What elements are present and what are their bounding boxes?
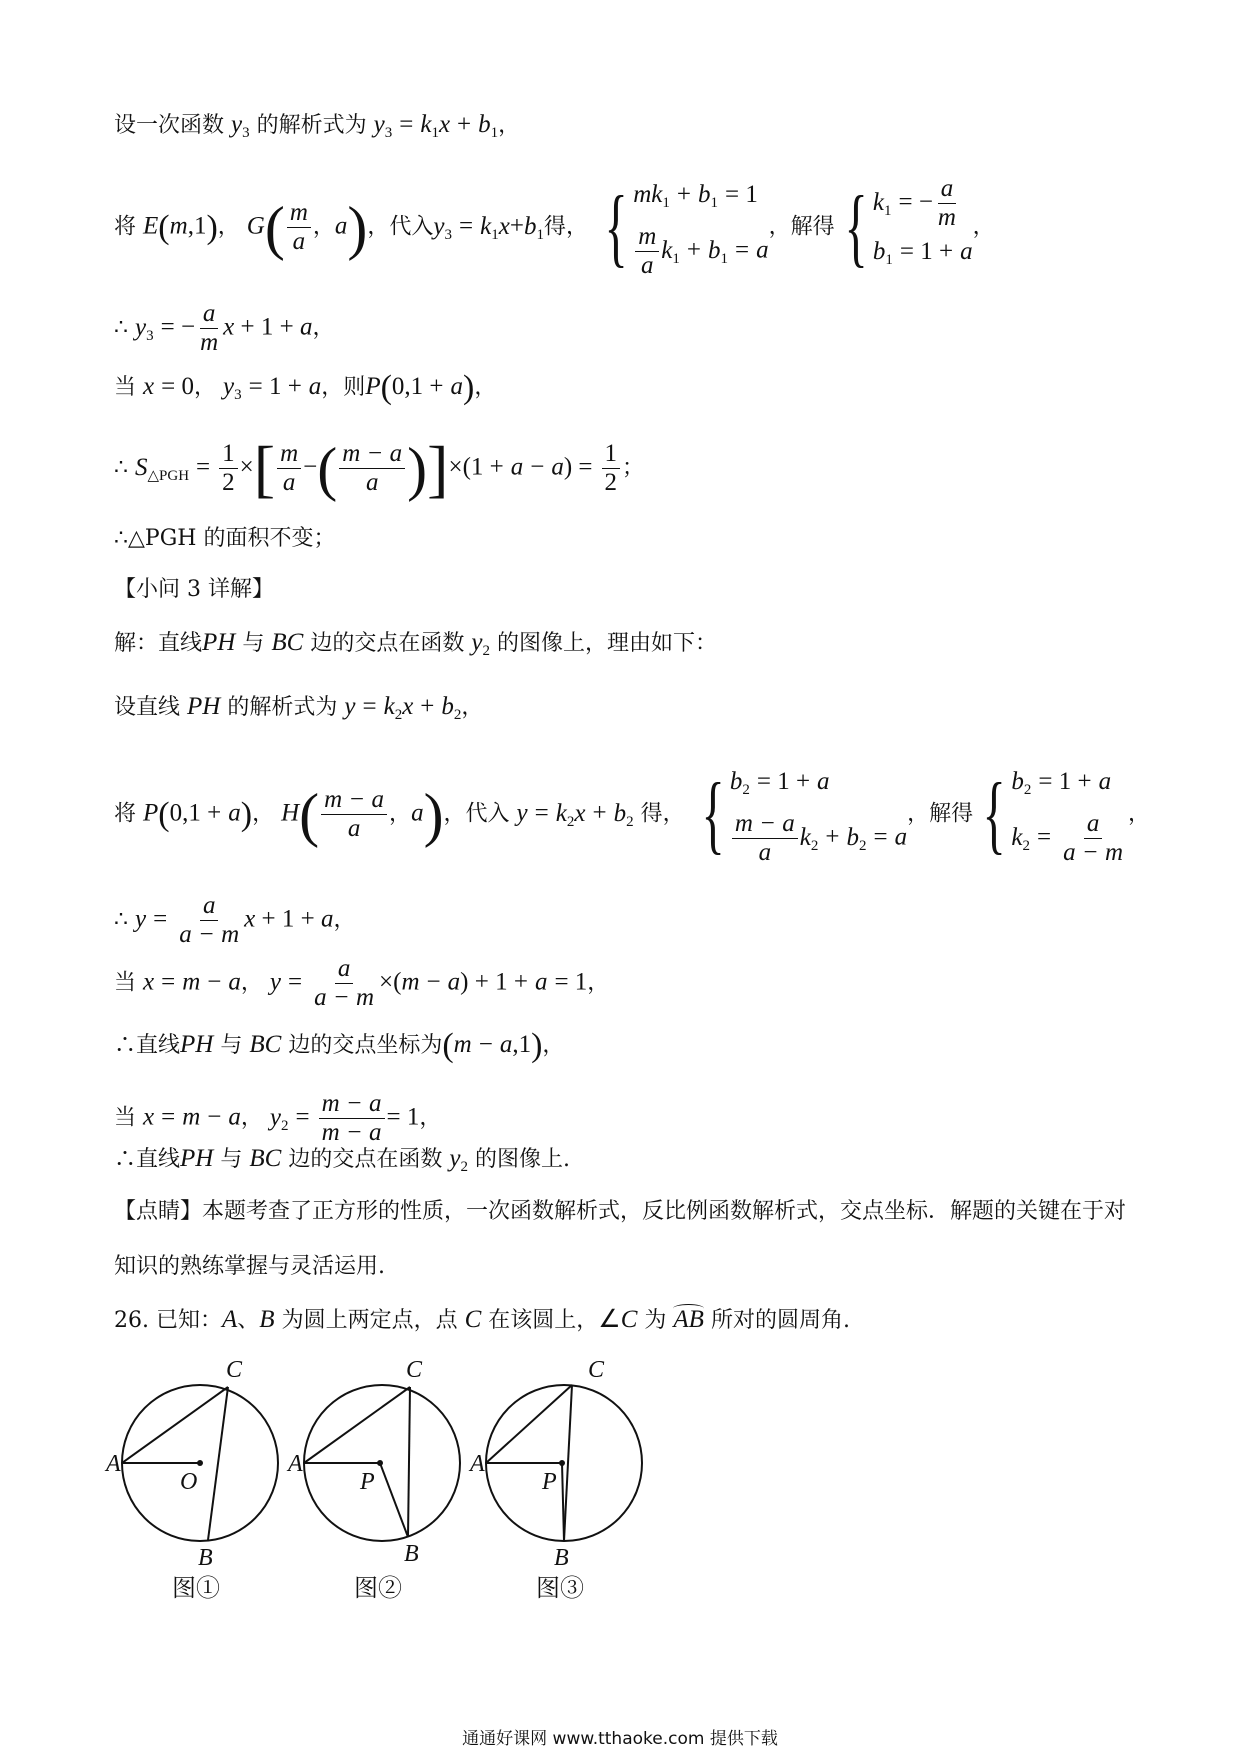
line-substitute-PH: 将 P(0,1 + a)， H( $\frac{m - a}{a}$ ，a)，代入 $y = k_2x + b_2$ 得， { $b_2 = 1 + a$ $\frac{m - a}{a}$ $k_2 + b_2 = a$ ，解得 { $b_2 = 1 + a$ $k_2$ = $\frac{a}{a - m}$ ， <box>114 765 1151 866</box>
circle-figures <box>106 1355 810 1585</box>
label-A-3: A <box>470 1451 485 1477</box>
label-B-1: B <box>198 1545 213 1571</box>
line-substitute-EG: 将 E(m,1)， G( $\frac{m}{a}$ ，a)，代入$y_3 = k_1x+b_1$得， { $mk_1 + b_1 = 1$ $\frac{m}{a}$ $k_1 + b_1 = a$ ，解得 { $k_1$ = − $\frac{a}{m}$ $b_1 = 1 + a$ ， <box>114 175 995 279</box>
chord-CB-3 <box>564 1385 572 1541</box>
label-P-2: P <box>360 1469 375 1495</box>
question-26: 26. 已知：A、B 为圆上两定点，点 C 在该圆上，∠C 为 AB 所对的圆周角. <box>114 1306 850 1333</box>
figure-1 <box>104 1357 278 1571</box>
chord-CB-2 <box>408 1387 410 1537</box>
segment-PB-2 <box>380 1463 408 1537</box>
line-intersection: ∴直线PH 与 BC 边的交点坐标为(m − a,1)， <box>114 1027 565 1064</box>
figure-3 <box>468 1357 642 1571</box>
label-C-2: C <box>406 1357 423 1383</box>
label-A-1: A <box>106 1451 121 1477</box>
caption-figure-1: 图① <box>172 1574 220 1602</box>
label-A-2: A <box>288 1451 303 1477</box>
line-define-PH: 设直线 PH 的解析式为 $y = k_2x + b_2$， <box>114 693 484 723</box>
line-x-m-minus-a: 当 x = m − a， y = $\frac{a}{a - m}$ ×(m − a) + 1 + a = 1， <box>114 955 610 1011</box>
line-conclusion: ∴直线PH 与 BC 边的交点在函数 $y_2$ 的图像上. <box>114 1145 570 1175</box>
line-y2-check: 当 x = m − a， $y_2$ = $\frac{m - a}{m - a}$ = 1， <box>114 1090 442 1146</box>
line-x-zero: 当 x = 0， $y_3 = 1 + a$，则P(0,1 + a)， <box>114 369 497 406</box>
note-line-2: 知识的熟练掌握与灵活运用. <box>114 1254 385 1279</box>
section-q3-heading: 【小问 3 详解】 <box>114 577 274 602</box>
chord-AC-2 <box>304 1387 410 1463</box>
line-define-y3: 设一次函数 $y_3$ 的解析式为 $y_3 = k_1x + b_1$， <box>114 111 521 141</box>
label-O-1: O <box>180 1469 198 1495</box>
figure-2 <box>286 1357 460 1567</box>
line-area-constant: ∴△PGH 的面积不变； <box>114 526 336 551</box>
note-line-1: 【点睛】本题考查了正方形的性质，一次函数解析式，反比例函数解析式，交点坐标．解题的关键在于对 <box>114 1199 1127 1224</box>
page-footer: 通通好课网 www.tthaoke.com 提供下载 <box>462 1729 778 1749</box>
label-B-3: B <box>554 1545 569 1571</box>
chord-AC-1 <box>122 1387 228 1463</box>
line-q3-claim: 解：直线PH 与 BC 边的交点在函数 $y_2$ 的图像上，理由如下： <box>114 629 717 659</box>
chord-CB-1 <box>208 1387 228 1540</box>
line-PH-result: ∴ y = $\frac{a}{a - m}$ x + 1 + a， <box>114 892 356 948</box>
line-area-PGH: ∴ $S_{\triangle PGH}$ = $\frac{1}{2}$ ×[ $\frac{m}{a}$ −( $\frac{m - a}{a}$ )]×(1 + a − a) = $\frac{1}{2}$ ； <box>114 432 645 504</box>
caption-figure-2: 图② <box>354 1574 402 1602</box>
line-y3-result: ∴ $y_3$ = − $\frac{a}{m}$ x + 1 + a， <box>114 300 335 356</box>
label-B-2: B <box>404 1541 419 1567</box>
segment-PB-3 <box>562 1463 564 1541</box>
label-C-3: C <box>588 1357 605 1383</box>
label-P-3: P <box>542 1469 557 1495</box>
caption-figure-3: 图③ <box>536 1574 584 1602</box>
label-C-1: C <box>226 1357 243 1383</box>
chord-AC-3 <box>486 1385 572 1463</box>
